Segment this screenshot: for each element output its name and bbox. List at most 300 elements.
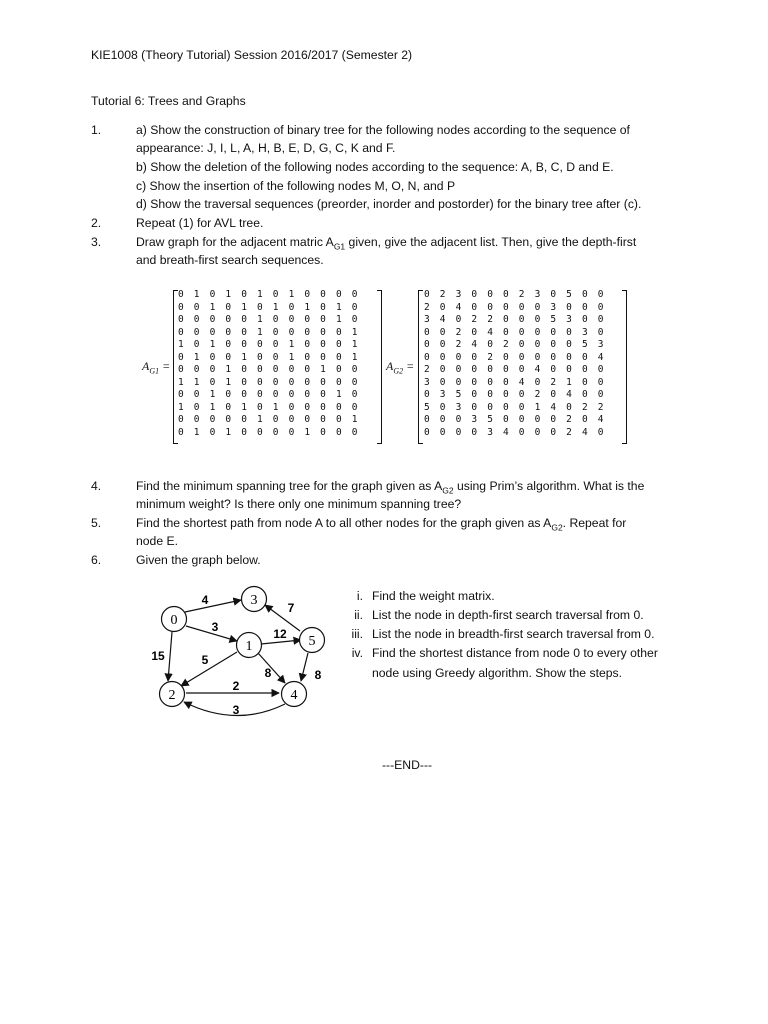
matrix-row [424,427,614,440]
q5-line1-sub: G2 [551,522,563,533]
matrix-cell: 0 [566,301,573,313]
matrix-cell: 0 [351,389,358,400]
weight-1-5: 12 [273,627,287,641]
matrix-cell: 0 [241,314,248,325]
matrix-cell: 0 [581,314,588,325]
matrix-cell: 0 [304,314,311,325]
matrix-row [424,377,614,390]
q6-subitem-num: iv. [351,646,363,660]
weight-0-1: 3 [211,620,219,634]
matrix-cell: 4 [518,376,525,388]
matrix-cell: 0 [178,364,184,375]
question-number: 4. [91,479,102,493]
edge-0-3 [185,600,241,612]
matrix-cell: 0 [487,289,494,300]
edge-0-2 [168,632,172,681]
matrix-cell: 0 [424,389,430,400]
matrix-cell: 0 [550,289,557,300]
matrix-cell: 0 [424,339,430,350]
q3-line1-pre: Draw graph for the adjacent matric A [136,235,334,249]
matrix-cell: 0 [304,289,311,300]
matrix-cell: 5 [566,289,573,300]
matrix-ag2-right-bracket [622,290,627,444]
matrix-cell: 0 [241,339,248,350]
matrix-cell: 0 [351,301,358,313]
matrix-row [424,289,614,302]
matrix-cell: 0 [335,326,342,338]
matrix-cell: 0 [241,414,248,425]
matrix-cell: 0 [550,389,557,400]
matrix-cell: 0 [256,301,263,313]
matrix-cell: 0 [455,314,462,325]
q6-subitem-4 [351,646,658,660]
matrix-cell: 1 [225,364,232,375]
q5-line1-pre: Find the shortest path from node A to all other nodes for the graph given as A [136,516,552,530]
matrix-cell: 0 [487,401,494,413]
matrix-cell: 0 [534,376,541,388]
matrix-cell: 0 [288,326,295,338]
matrix-cell: 2 [550,376,557,388]
matrix-cell: 0 [304,326,311,338]
matrix-cell: 0 [550,351,557,363]
matrix-cell: 0 [471,364,478,375]
matrix-cell: 0 [351,289,358,300]
matrix-cell: 0 [178,301,184,313]
matrix-cell: 0 [193,364,200,375]
matrix-cell: 0 [320,326,327,338]
matrix-cell: 1 [209,401,216,413]
matrix-row [178,289,368,302]
matrix-cell: 0 [518,389,525,400]
matrix-cell: 4 [502,426,509,438]
matrix-cell: 0 [424,426,430,438]
matrix-cell: 2 [502,339,509,350]
matrix-ag1-right-bracket [377,290,382,444]
matrix-cell: 0 [320,314,327,325]
matrix-cell: 0 [581,376,588,388]
matrix-cell: 0 [193,301,200,313]
q5-line2: node E. [136,534,179,548]
matrix-cell: 3 [471,414,478,425]
matrix-row [424,314,614,327]
matrix-cell: 0 [439,414,446,425]
edge-1-4 [258,653,285,683]
matrix-cell: 0 [502,389,509,400]
matrix-cell: 0 [178,426,184,438]
matrix-cell: 0 [455,351,462,363]
matrix-cell: 1 [178,401,184,413]
q6-subitem-3 [351,627,655,641]
matrix-cell: 3 [439,389,446,400]
matrix-cell: 0 [471,376,478,388]
matrix-cell: 0 [518,301,525,313]
matrix-cell: 0 [518,401,525,413]
matrix-cell: 3 [455,401,462,413]
matrix-cell: 3 [581,326,588,338]
matrix-cell: 1 [335,301,342,313]
matrix-cell: 0 [193,339,200,350]
q1-part-a-line1: a) Show the construction of binary tree for the following nodes according to the sequence of [136,123,630,137]
document-header: KIE1008 (Theory Tutorial) Session 2016/2017 (Semester 2) [91,48,413,62]
matrix-cell: 1 [351,414,358,425]
matrix-cell: 0 [320,376,327,388]
node-label: 2 [168,688,176,703]
matrix-cell: 0 [320,401,327,413]
matrix-cell: 1 [209,301,216,313]
matrix-cell: 2 [534,389,541,400]
matrix-cell: 0 [335,289,342,300]
q4-line1 [136,479,644,495]
q4-line2: minimum weight? Is there only one minimum spanning tree? [136,497,462,511]
matrix-cell: 0 [502,351,509,363]
matrix-cell: 0 [487,376,494,388]
matrix-cell: 4 [439,314,446,325]
matrix-cell: 0 [335,414,342,425]
matrix-cell: 4 [566,389,573,400]
matrix-cell: 0 [518,426,525,438]
matrix-cell: 0 [225,389,232,400]
matrix-cell: 2 [455,339,462,350]
matrix-row [424,339,614,352]
matrix-row [178,302,368,315]
matrix-cell: 2 [581,401,588,413]
q3-line1-post: given, give the adjacent list. Then, give the depth-first [345,235,637,249]
graph-node-4 [282,682,307,707]
matrix-cell: 0 [256,364,263,375]
graph-node-5 [300,628,325,653]
matrix-cell: 1 [304,426,311,438]
matrix-cell: 0 [320,426,327,438]
matrix-row [178,364,368,377]
matrix-cell: 0 [320,351,327,363]
matrix-row [178,402,368,415]
weight-1-4: 8 [264,666,272,680]
edge-1-2 [181,652,237,686]
matrix-cell: 4 [455,301,462,313]
matrix-cell: 0 [288,426,295,438]
matrix-row [424,327,614,340]
q1-part-a-line2: appearance: J, I, L, A, H, B, E, D, G, C, K and F. [136,141,396,155]
matrix-cell: 4 [550,401,557,413]
q6-subitem-text: Find the weight matrix. [372,589,495,603]
q6-subitem-text: List the node in breadth-first search traversal from 0. [372,627,655,641]
matrix-cell: 0 [178,414,184,425]
matrix-row [424,364,614,377]
matrix-cell: 0 [471,289,478,300]
matrix-cell: 3 [534,289,541,300]
graph-node-1 [237,633,262,658]
matrix-cell: 5 [487,414,494,425]
matrix-cell: 0 [534,301,541,313]
q4-line1-sub: G2 [442,485,454,496]
matrix-cell: 1 [225,426,232,438]
matrix-cell: 0 [581,301,588,313]
node-label: 5 [308,634,316,649]
graph-node-2 [160,682,185,707]
matrix-cell: 0 [288,414,295,425]
q1-part-b: b) Show the deletion of the following nodes according to the sequence: A, B, C, D and E. [136,160,614,174]
q3-line2: and breath-first search sequences. [136,253,324,267]
graph-node-0 [162,607,187,632]
matrix-cell: 0 [502,326,509,338]
weight-4-2: 3 [232,703,240,717]
weight-3-5: 7 [287,601,295,615]
matrix-row [424,302,614,315]
matrix-cell: 0 [304,389,311,400]
matrix-cell: 0 [439,364,446,375]
matrix-cell: 0 [209,376,216,388]
matrix-cell: 0 [455,426,462,438]
matrix-cell: 0 [225,301,232,313]
matrix-cell: 0 [424,289,430,300]
matrix-cell: 0 [335,401,342,413]
matrix-cell: 0 [241,376,248,388]
matrix-cell: 1 [351,351,358,363]
matrix-cell: 0 [597,326,604,338]
matrix-cell: 1 [288,351,295,363]
matrix-cell: 0 [566,351,573,363]
q6-subitem-num: ii. [354,608,363,622]
matrix-cell: 0 [225,414,232,425]
matrix-cell: 0 [502,376,509,388]
matrix-cell: 0 [597,301,604,313]
matrix-row [178,352,368,365]
matrix-row [178,427,368,440]
matrix-cell: 0 [455,414,462,425]
matrix-cell: 0 [439,339,446,350]
matrix-cell: 0 [597,426,604,438]
matrix-cell: 0 [566,401,573,413]
matrix-cell: 5 [550,314,557,325]
matrix-cell: 0 [320,339,327,350]
matrix-cell: 2 [597,401,604,413]
matrix-cell: 0 [304,401,311,413]
matrix-ag1-label [142,359,170,375]
matrix-cell: 0 [455,364,462,375]
matrix-cell: 0 [550,364,557,375]
matrix-cell: 0 [272,326,279,338]
matrix-cell: 0 [193,314,200,325]
question-number: 6. [91,553,102,567]
matrix-cell: 1 [534,401,541,413]
matrix-ag2-label-sub: G2 [393,366,404,376]
matrix-ag2-label [386,359,414,375]
matrix-cell: 0 [288,401,295,413]
weight-2-4: 2 [232,679,240,693]
matrix-cell: 0 [351,314,358,325]
matrix-cell: 3 [566,314,573,325]
matrix-cell: 0 [288,389,295,400]
matrix-cell: 0 [597,289,604,300]
matrix-ag1-label-sub: G1 [149,366,160,376]
matrix-cell: 1 [225,376,232,388]
matrix-cell: 0 [304,339,311,350]
matrix-cell: 1 [193,426,200,438]
matrix-cell: 0 [178,314,184,325]
matrix-cell: 0 [581,289,588,300]
matrix-row [424,352,614,365]
matrix-cell: 0 [241,289,248,300]
matrix-cell: 0 [566,339,573,350]
matrix-cell: 0 [209,351,216,363]
matrix-cell: 0 [272,414,279,425]
matrix-cell: 0 [304,364,311,375]
matrix-cell: 0 [424,326,430,338]
matrix-cell: 0 [439,401,446,413]
matrix-cell: 0 [241,426,248,438]
matrix-cell: 1 [272,301,279,313]
matrix-cell: 1 [256,314,263,325]
matrix-ag2-label-eq: = [403,359,415,373]
matrix-cell: 0 [335,376,342,388]
matrix-cell: 1 [193,289,200,300]
matrix-cell: 0 [581,414,588,425]
weight-0-2: 15 [151,649,165,663]
matrix-ag2-left-bracket [418,290,423,444]
matrix-cell: 0 [566,326,573,338]
matrix-cell: 0 [209,326,216,338]
q1-part-d: d) Show the traversal sequences (preorder, inorder and postorder) for the binary tree after (c). [136,197,642,211]
matrix-cell: 0 [178,389,184,400]
weighted-graph-diagram [130,580,340,725]
matrix-cell: 0 [518,351,525,363]
matrix-cell: 1 [304,301,311,313]
matrix-cell: 0 [241,364,248,375]
matrix-cell: 1 [335,314,342,325]
matrix-cell: 2 [518,289,525,300]
matrix-cell: 0 [193,401,200,413]
matrix-cell: 4 [597,351,604,363]
matrix-cell: 0 [487,389,494,400]
node-label: 0 [170,613,178,628]
matrix-cell: 0 [424,414,430,425]
q4-line1-pre: Find the minimum spanning tree for the graph given as A [136,479,443,493]
matrix-cell: 0 [225,314,232,325]
q6-subitem-text: Find the shortest distance from node 0 to every other [372,646,658,660]
matrix-cell: 0 [178,289,184,300]
matrix-cell: 0 [518,314,525,325]
matrix-cell: 0 [439,326,446,338]
matrix-cell: 5 [455,389,462,400]
matrix-cell: 0 [178,351,184,363]
matrix-cell: 0 [351,364,358,375]
graph-node-3 [242,587,267,612]
matrix-cell: 0 [487,339,494,350]
matrix-row [178,314,368,327]
matrix-cell: 0 [502,364,509,375]
matrix-cell: 0 [304,351,311,363]
matrix-cell: 0 [518,326,525,338]
matrix-cell: 0 [256,401,263,413]
matrix-cell: 0 [597,314,604,325]
matrix-cell: 0 [272,351,279,363]
matrix-cell: 4 [487,326,494,338]
question-number: 2. [91,216,102,230]
matrix-cell: 0 [550,326,557,338]
matrix-cell: 1 [241,401,248,413]
matrix-cell: 0 [581,389,588,400]
matrix-cell: 0 [256,339,263,350]
matrix-cell: 0 [288,301,295,313]
end-marker: ---END--- [382,758,433,772]
q6-text: Given the graph below. [136,553,261,567]
matrix-cell: 2 [471,314,478,325]
matrix-cell: 0 [209,414,216,425]
matrix-cell: 0 [471,351,478,363]
matrix-cell: 0 [256,351,263,363]
matrix-cell: 0 [550,339,557,350]
matrix-row [178,414,368,427]
matrix-cell: 4 [471,339,478,350]
node-label: 1 [245,639,253,654]
matrix-cell: 3 [424,376,430,388]
matrix-cell: 4 [597,414,604,425]
matrix-cell: 0 [471,389,478,400]
matrix-row [424,414,614,427]
matrix-cell: 0 [351,426,358,438]
matrix-cell: 1 [225,289,232,300]
q6-subitem-1 [356,589,495,603]
q4-line1-post: using Prim’s algorithm. What is the [453,479,645,493]
matrix-cell: 3 [550,301,557,313]
matrix-cell: 4 [534,364,541,375]
matrix-cell: 0 [502,414,509,425]
matrix-cell: 0 [597,364,604,375]
matrix-cell: 0 [209,426,216,438]
matrix-cell: 0 [502,301,509,313]
matrix-cell: 0 [304,414,311,425]
matrix-cell: 0 [534,351,541,363]
matrix-row [178,377,368,390]
edge-5-4 [301,653,308,681]
matrix-cell: 0 [471,401,478,413]
matrix-cell: 0 [581,351,588,363]
matrix-cell: 0 [518,414,525,425]
matrix-cell: 0 [439,301,446,313]
matrix-cell: 0 [335,339,342,350]
matrix-cell: 4 [581,426,588,438]
matrix-row [424,389,614,402]
question-number: 5. [91,516,102,530]
tutorial-title: Tutorial 6: Trees and Graphs [91,94,246,108]
matrix-cell: 0 [518,339,525,350]
matrix-cell: 0 [288,364,295,375]
matrix-cell: 0 [320,289,327,300]
matrix-cell: 0 [209,314,216,325]
matrix-cell: 0 [534,339,541,350]
matrix-cell: 1 [320,364,327,375]
matrix-cell: 0 [534,426,541,438]
matrix-cell: 3 [455,289,462,300]
matrix-cell: 0 [241,326,248,338]
matrix-cell: 0 [272,364,279,375]
matrix-cell: 0 [193,414,200,425]
matrix-cell: 0 [502,289,509,300]
matrix-cell: 0 [225,339,232,350]
matrix-cell: 5 [581,339,588,350]
matrix-cell: 1 [288,339,295,350]
matrix-cell: 0 [178,326,184,338]
matrix-ag1-label-eq: = [159,359,171,373]
matrix-cell: 0 [320,301,327,313]
matrix-cell: 2 [424,301,430,313]
matrix-cell: 0 [288,314,295,325]
matrix-cell: 0 [581,364,588,375]
q5-line1-post: . Repeat for [562,516,627,530]
matrix-cell: 0 [424,351,430,363]
matrix-cell: 1 [178,339,184,350]
q6-subitem-2 [354,608,644,622]
